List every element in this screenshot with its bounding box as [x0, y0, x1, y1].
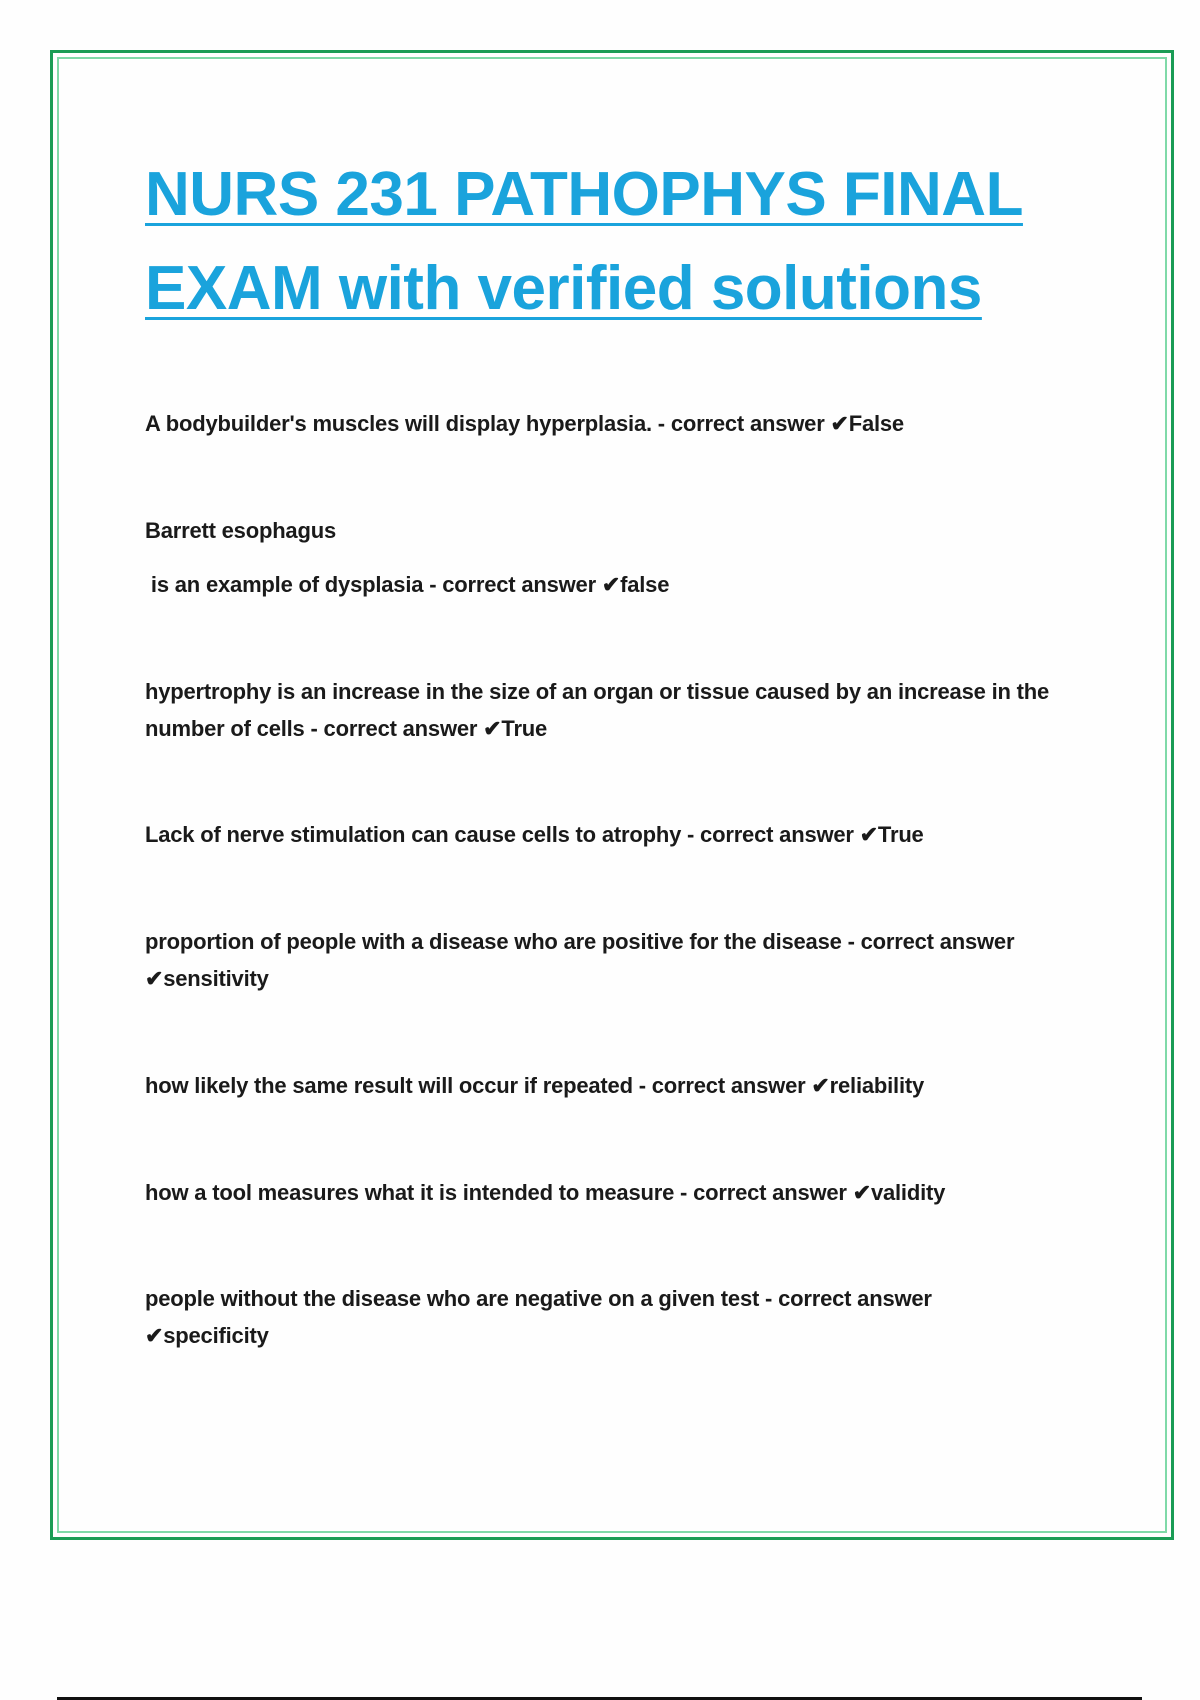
document-title [145, 148, 1145, 336]
qa-item: is an example of dysplasia - correct answer ✔false [145, 572, 670, 597]
qa-item: hypertrophy is an increase in the size of an organ or tissue caused by an increase in the number of cells - correct answer ✔True [145, 679, 1050, 741]
qa-item: how likely the same result will occur if repeated - correct answer ✔reliability [145, 1073, 925, 1098]
qa-item: A bodybuilder's muscles will display hyperplasia. - correct answer ✔False [145, 411, 904, 436]
title-line-1: NURS 231 PATHOPHYS FINAL [145, 160, 1023, 229]
title-line-2: EXAM with verified solutions [145, 254, 982, 323]
qa-item: how a tool measures what it is intended to measure - correct answer ✔validity [145, 1180, 946, 1205]
qa-item: Lack of nerve stimulation can cause cells to atrophy - correct answer ✔True [145, 822, 924, 847]
qa-item: people without the disease who are negative on a given test - correct answer ✔specificity [145, 1286, 932, 1348]
qa-item: Barrett esophagus [145, 518, 336, 543]
qa-item: proportion of people with a disease who are positive for the disease - correct answer ✔sensitivity [145, 929, 1015, 991]
